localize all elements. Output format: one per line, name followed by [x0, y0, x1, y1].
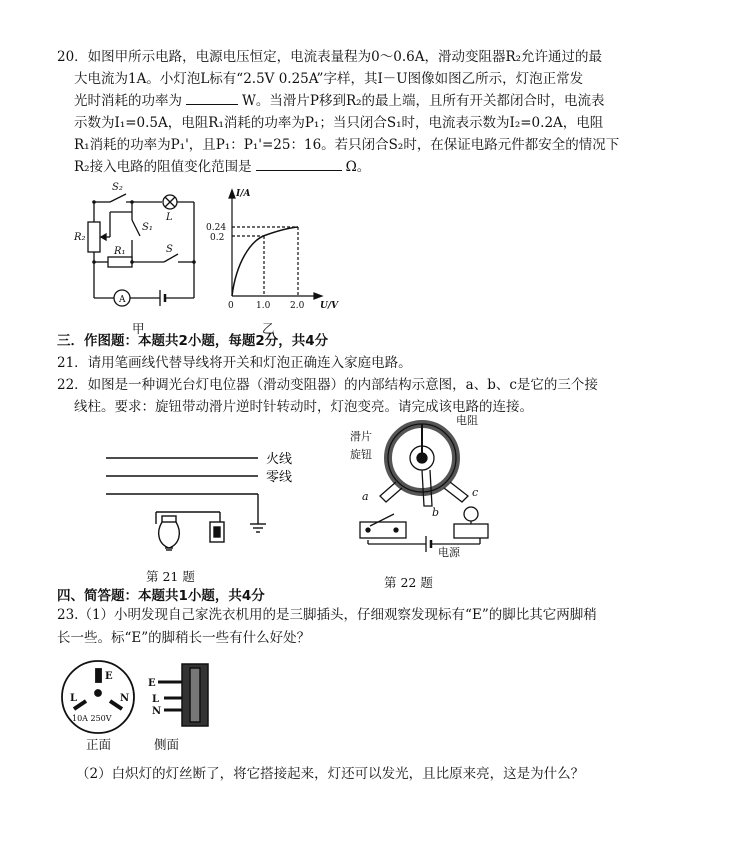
caption-yi: 乙 — [262, 321, 275, 336]
caption-side: 侧面 — [154, 737, 180, 752]
q23-line-2: 长一些。标“E”的脚稍长一些有什么好处？ — [57, 630, 311, 646]
q20-line-3a: 光时消耗的功率为 — [74, 93, 182, 109]
label-l: L — [166, 212, 173, 223]
label-slider: 滑片 — [350, 430, 372, 443]
label-fire-wire: 火线 — [266, 452, 293, 467]
q20-line-3b: W。当滑片P移到R₂的最上端，且所有开关都闭合时，电流表 — [242, 93, 605, 109]
plug-side-view — [146, 660, 216, 740]
label-power: 电源 — [438, 546, 460, 559]
potentiometer-fig22 — [340, 410, 540, 575]
answer-blank-2[interactable] — [256, 157, 342, 171]
label-s1: S₁ — [142, 222, 153, 233]
ylabel: I/A — [236, 189, 251, 199]
origin-label: 0 — [228, 301, 234, 311]
front-label-l: L — [70, 693, 78, 704]
q20-line-1: 20．如图甲所示电路，电源电压恒定，电流表量程为0～0.6A，滑动变阻器R₂允许通过的最 — [57, 49, 603, 65]
label-terminal-b: b — [432, 506, 440, 519]
q20-line-6a: R₂接入电路的阻值变化范围是 — [74, 159, 252, 175]
label-terminal-a: a — [362, 490, 369, 503]
q20-line-6b: Ω。 — [345, 159, 371, 175]
side-label-l: L — [152, 694, 160, 705]
q20-line-2: 大电流为1A。小灯泡L标有“2.5V 0.25A”字样，其I－U图像如图乙所示，灯泡正常发 — [74, 71, 584, 87]
caption-jia: 甲 — [132, 321, 145, 336]
side-label-e: E — [148, 678, 156, 689]
answer-blank-1[interactable] — [186, 91, 238, 105]
label-ammeter: A — [119, 295, 126, 305]
circuit-diagram-jia — [70, 180, 210, 320]
q20-line-6 — [74, 157, 370, 177]
ytick-0.24: 0.24 — [206, 223, 227, 233]
section-3-title: 三．作图题：本题共2小题，每题2分，共4分 — [57, 333, 329, 349]
household-circuit-fig21 — [100, 440, 340, 570]
q21-text: 21．请用笔画线代替导线将开关和灯泡正确连入家庭电路。 — [57, 355, 412, 371]
q22-line-2: 线柱。要求：旋钮带动滑片逆时针转动时，灯泡变亮。请完成该电路的连接。 — [74, 399, 533, 415]
plug-rating: 10A 250V — [72, 714, 112, 723]
q23-line-3: （2）白炽灯的灯丝断了，将它搭接起来，灯还可以发光，且比原来亮，这是为什么？ — [76, 766, 585, 782]
iu-curve — [232, 227, 298, 296]
q20-line-4: 示数为I₁=0.5A，电阻R₁消耗的功率为P₁；当只闭合S₁时，电流表示数为I₂=0.2A，电阻 — [74, 115, 604, 131]
xtick-2.0: 2.0 — [290, 301, 305, 311]
q23-line-1: 23.（1）小明发现自己家洗衣机用的是三脚插头，仔细观察发现标有“E”的脚比其它两脚稍 — [57, 607, 597, 623]
xtick-1.0: 1.0 — [256, 301, 271, 311]
ytick-0.2: 0.2 — [210, 233, 225, 243]
xlabel: U/V — [320, 301, 339, 311]
label-zero-wire: 零线 — [266, 470, 293, 485]
label-r2: R₂ — [74, 232, 86, 243]
iu-graph-yi — [206, 180, 346, 320]
label-s2: S₂ — [112, 182, 123, 193]
side-label-n: N — [152, 706, 162, 717]
label-knob: 旋钮 — [350, 448, 372, 461]
q20-line-3 — [74, 91, 605, 111]
section-4-title: 四、简答题：本题共1小题，共4分 — [57, 588, 265, 604]
caption-front: 正面 — [86, 737, 112, 752]
label-r1: R₁ — [114, 246, 126, 257]
front-label-e: E — [105, 671, 113, 682]
q20-line-5: R₁消耗的功率为P₁'，且P₁：P₁'=25：16。若只闭合S₂时，在保证电路元件都安全的情况下 — [74, 137, 620, 153]
label-terminal-c: c — [472, 486, 479, 499]
label-resistor: 电阻 — [456, 414, 478, 427]
q22-line-1: 22．如图是一种调光台灯电位器（滑动变阻器）的内部结构示意图，a、b、c是它的三个接 — [57, 377, 598, 393]
caption-fig22: 第 22 题 — [384, 575, 433, 590]
front-label-n: N — [120, 693, 130, 704]
caption-fig21: 第 21 题 — [146, 569, 195, 584]
label-s: S — [166, 244, 173, 255]
